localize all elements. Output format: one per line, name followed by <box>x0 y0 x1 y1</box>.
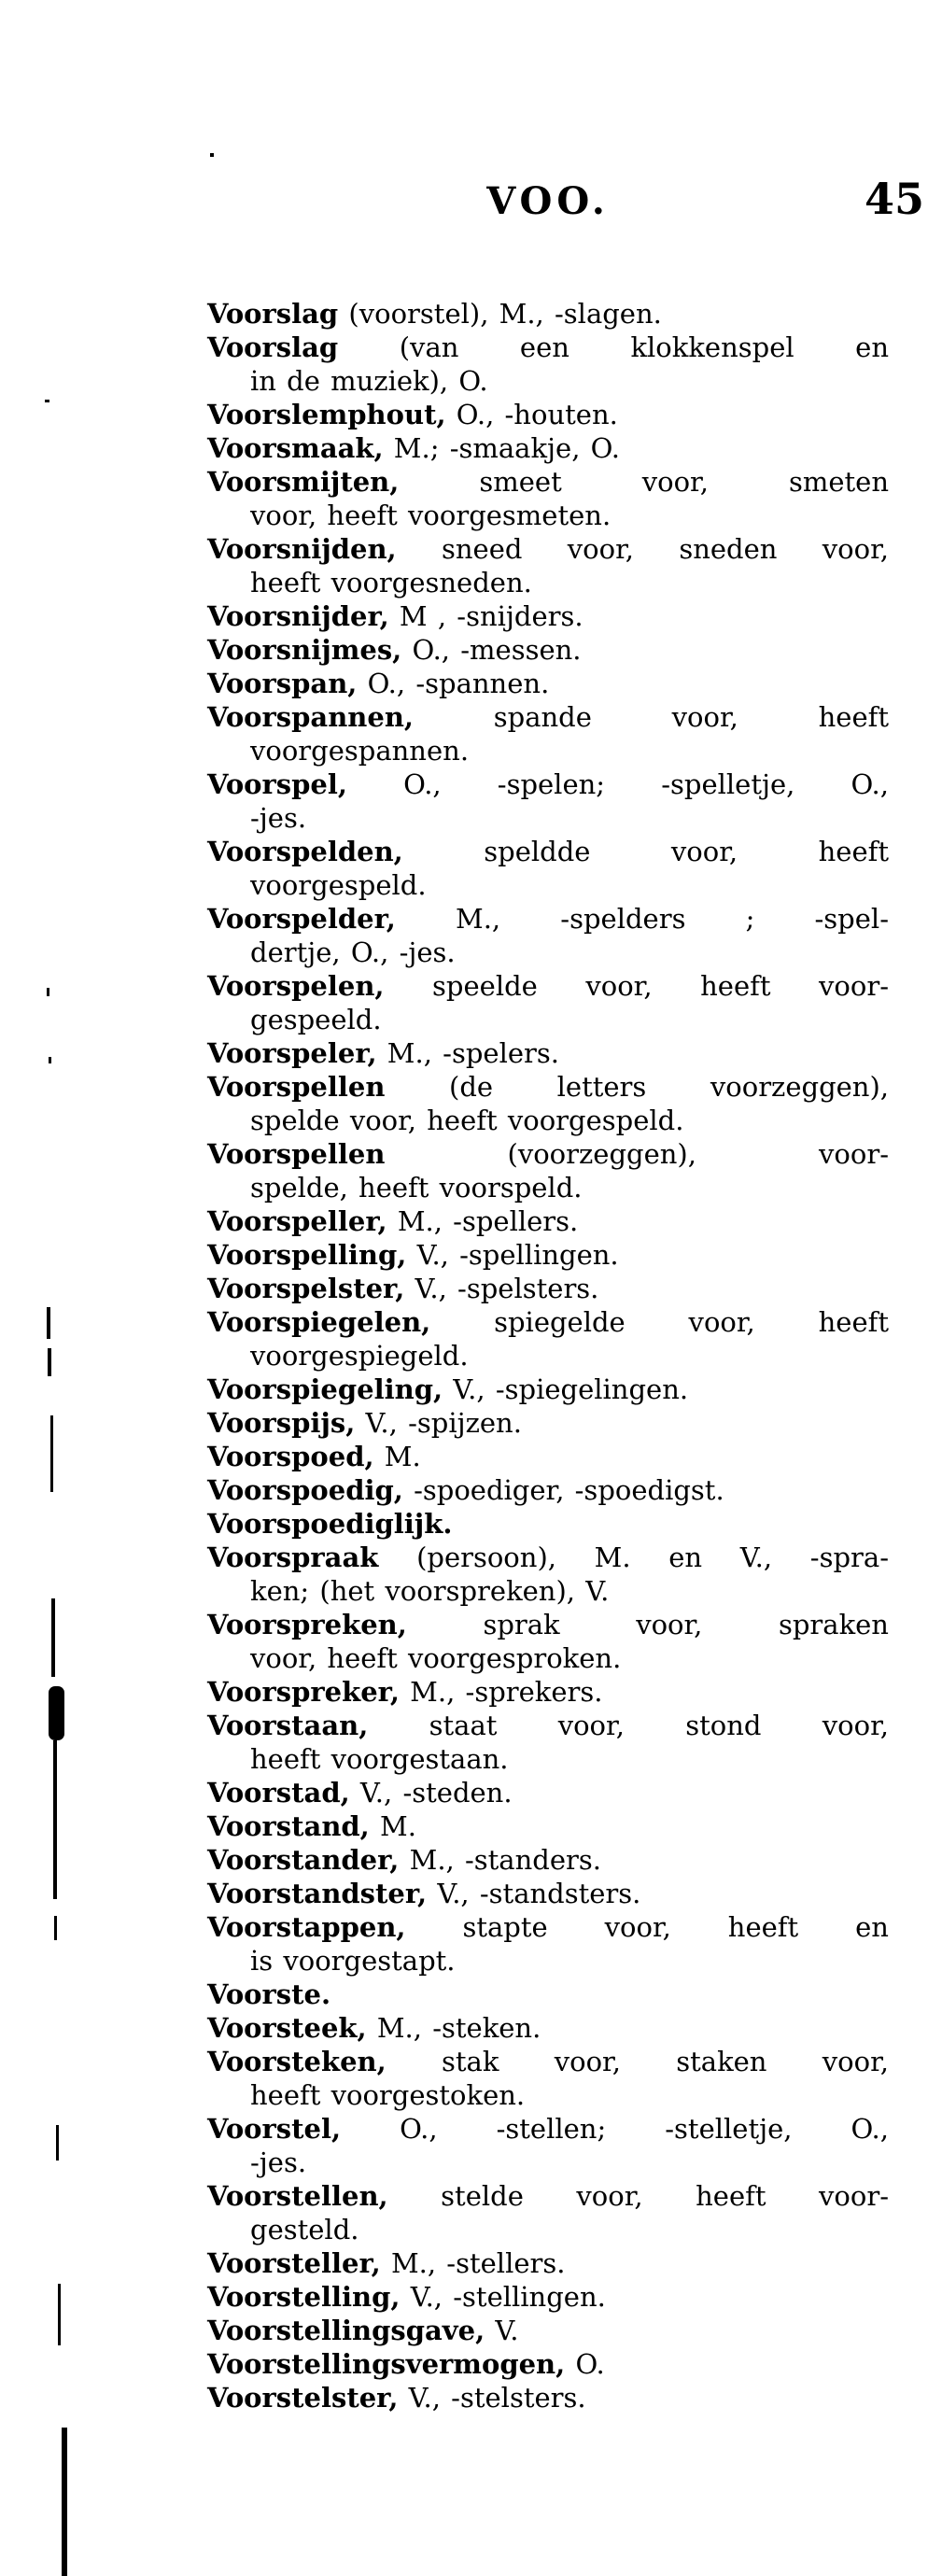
dictionary-entry <box>207 2112 889 2179</box>
entry-line: Voorspraak (persoon), M. en V., -spra- <box>207 1541 889 1573</box>
dictionary-entry <box>207 2179 889 2246</box>
scan-artifact <box>62 2428 67 2576</box>
entry-headword: Voorsnijden, <box>207 533 397 565</box>
dictionary-entry <box>207 2347 889 2381</box>
entry-headword: Voorspeler, <box>207 1037 377 1069</box>
entry-headword: Voorspannen, <box>207 701 414 733</box>
dictionary-entry <box>207 1541 889 1608</box>
entry-line: voor, heeft voorgesproken. <box>250 1642 622 1674</box>
entry-line: Voorstelster, V., -stelsters. <box>207 2382 586 2414</box>
entry-headword: Voorstellen, <box>207 2180 388 2212</box>
section-heading: VOO. <box>486 179 610 223</box>
dictionary-entry <box>207 1877 889 1910</box>
entry-headword: Voorspan, <box>207 668 358 699</box>
entry-headword: Voorste. <box>207 1978 331 2010</box>
scan-artifact <box>47 1307 50 1339</box>
page-number: 45 <box>865 174 925 224</box>
dictionary-entry <box>207 700 889 767</box>
entry-line: Voorspannen, spande voor, heeft <box>207 701 889 733</box>
entry-line: Voorspeller, M., -spellers. <box>207 1205 579 1237</box>
dictionary-entry <box>207 1776 889 1809</box>
dictionary-entry <box>207 1608 889 1675</box>
dictionary-entry <box>207 1372 889 1406</box>
dictionary-entry <box>207 1305 889 1372</box>
entry-headword: Voorspoedig, <box>207 1474 403 1506</box>
dictionary-entry <box>207 398 889 431</box>
dictionary-entry <box>207 2246 889 2280</box>
dictionary-entry <box>207 1978 889 2011</box>
entry-line: Voorsteek, M., -steken. <box>207 2012 541 2044</box>
entry-headword: Voorstad, <box>207 1777 350 1809</box>
entry-line: voorgespannen. <box>250 735 470 767</box>
entry-headword: Voorstelling, <box>207 2281 401 2313</box>
entry-line: Voorspeler, M., -spelers. <box>207 1037 559 1069</box>
entry-line: Voorstaan, staat voor, stond voor, <box>207 1710 889 1741</box>
entry-line: Voorstand, M. <box>207 1810 416 1842</box>
dictionary-entry <box>207 2381 889 2414</box>
entry-line: Voorstandster, V., -standsters. <box>207 1878 641 1909</box>
dictionary-entry <box>207 599 889 633</box>
entry-line: Voorstel, O., -stellen; -stelletje, O., <box>207 2113 889 2145</box>
entry-line: Voorspelden, speldde voor, heeft <box>207 836 889 867</box>
entry-line: Voorslemphout, O., -houten. <box>207 399 618 430</box>
dictionary-entry <box>207 431 889 465</box>
dictionary-entry <box>207 1843 889 1877</box>
entry-headword: Voorspijs, <box>207 1407 356 1439</box>
entry-headword: Voorstellingsvermogen, <box>207 2348 566 2380</box>
entry-line: Voorspiegelen, spiegelde voor, heeft <box>207 1306 889 1338</box>
entry-line: in de muziek), O. <box>250 365 488 397</box>
dictionary-entry <box>207 1137 889 1204</box>
entry-line: Voorspoedig, -spoediger, -spoedigst. <box>207 1474 724 1506</box>
dictionary-entry <box>207 767 889 835</box>
scan-artifact <box>47 988 49 996</box>
dictionary-entry <box>207 1910 889 1978</box>
entry-line: Voorspoed, M. <box>207 1441 421 1472</box>
entry-line: Voorspelder, M., -spelders ; -spel- <box>207 903 889 935</box>
entry-line: Voorstander, M., -standers. <box>207 1844 601 1876</box>
entry-line: Voorsmijten, smeet voor, smeten <box>207 466 889 498</box>
entry-line: Voorspijs, V., -spijzen. <box>207 1407 522 1439</box>
entry-headword: Voorsnijder, <box>207 600 389 632</box>
dictionary-entry <box>207 532 889 599</box>
entry-headword: Voorstandster, <box>207 1878 428 1909</box>
entry-headword: Voorspraak <box>207 1541 379 1573</box>
dictionary-entry <box>207 1036 889 1070</box>
dictionary-entry <box>207 969 889 1036</box>
scan-artifact <box>53 1740 57 1899</box>
entry-headword: Voorslag <box>207 298 339 330</box>
entry-headword: Voorspreken, <box>207 1609 407 1640</box>
entry-line: voor, heeft voorgesmeten. <box>250 500 612 531</box>
entry-line: heeft voorgesneden. <box>250 567 532 598</box>
entry-line: Voorspreken, sprak voor, spraken <box>207 1609 889 1640</box>
entry-headword: Voorstaan, <box>207 1710 369 1741</box>
entry-line: Voorstellingsvermogen, O. <box>207 2348 605 2380</box>
dictionary-entry <box>207 2011 889 2045</box>
scan-artifact <box>48 1348 51 1376</box>
entry-headword: Voorsmaak, <box>207 432 384 464</box>
entry-headword: Voorsteller, <box>207 2247 381 2279</box>
dictionary-entry <box>207 2280 889 2314</box>
dictionary-entry <box>207 1238 889 1272</box>
entry-headword: Voorspiegelen, <box>207 1306 431 1338</box>
dictionary-entry <box>207 1070 889 1137</box>
entries-list <box>207 297 889 2414</box>
entry-line: Voorspel, O., -spelen; -spelletje, O., <box>207 768 889 800</box>
dictionary-entry <box>207 1709 889 1776</box>
entry-line: Voorstelling, V., -stellingen. <box>207 2281 606 2313</box>
scan-artifact <box>56 2125 59 2161</box>
entry-headword: Voorstellingsgave, <box>207 2315 485 2346</box>
entry-headword: Voorspelling, <box>207 1239 407 1271</box>
entry-headword: Voorspeller, <box>207 1205 387 1237</box>
entry-headword: Voorslemphout, <box>207 399 446 430</box>
dictionary-entry <box>207 667 889 700</box>
scan-artifact <box>210 153 214 157</box>
entry-line: Voorspiegeling, V., -spiegelingen. <box>207 1373 689 1405</box>
entry-line: Voorsnijder, M , -snijders. <box>207 600 583 632</box>
entry-line <box>207 1507 889 1541</box>
scan-artifact <box>45 400 49 402</box>
dictionary-entry <box>207 835 889 902</box>
entry-line: Voorstad, V., -steden. <box>207 1777 513 1809</box>
entry-line: Voorsnijmes, O., -messen. <box>207 634 582 666</box>
scan-artifact <box>50 1415 53 1492</box>
dictionary-entry <box>207 902 889 969</box>
entry-line: heeft voorgestoken. <box>250 2079 526 2111</box>
scan-artifact <box>58 2284 61 2345</box>
dictionary-entry <box>207 1440 889 1473</box>
scan-artifact <box>49 1686 64 1740</box>
entry-headword: Voorspelden, <box>207 836 403 867</box>
entry-headword: Voorstand, <box>207 1810 370 1842</box>
entry-line: Voorsteken, stak voor, staken voor, <box>207 2046 889 2077</box>
entry-headword: Voorslag <box>207 331 339 363</box>
entry-line: gespeeld. <box>250 1004 382 1035</box>
entry-headword: Voorsnijmes, <box>207 634 402 666</box>
dictionary-entry <box>207 1809 889 1843</box>
entry-line: Voorspreker, M., -sprekers. <box>207 1676 603 1708</box>
scan-artifact <box>49 1057 51 1063</box>
entry-line: voorgespiegeld. <box>250 1340 469 1372</box>
entry-line: Voorsnijden, sneed voor, sneden voor, <box>207 533 889 565</box>
entry-line: spelde, heeft voorspeld. <box>250 1172 583 1204</box>
entry-line: spelde voor, heeft voorgespeld. <box>250 1105 684 1136</box>
entry-headword: Voorstander, <box>207 1844 400 1876</box>
entry-line: ken; (het voorspreken), V. <box>250 1575 610 1607</box>
dictionary-entry <box>207 1473 889 1507</box>
entry-line: Voorslag (van een klokkenspel en <box>207 331 889 363</box>
dictionary-entry <box>207 465 889 532</box>
entry-headword: Voorsteek, <box>207 2012 367 2044</box>
entry-line: Voorspan, O., -spannen. <box>207 668 550 699</box>
entry-headword: Voorspiegeling, <box>207 1373 443 1405</box>
entry-headword: Voorstelster, <box>207 2382 399 2414</box>
dictionary-entry <box>207 297 889 331</box>
entry-headword: Voorspellen <box>207 1138 386 1170</box>
entry-line: voorgespeld. <box>250 869 427 901</box>
entry-line: Voorspelling, V., -spellingen. <box>207 1239 619 1271</box>
entry-headword: Voorspoed, <box>207 1441 374 1472</box>
dictionary-entry <box>207 633 889 667</box>
entry-headword: Voorspelster, <box>207 1273 405 1304</box>
entry-line: Voorspellen (voorzeggen), voor- <box>207 1138 889 1170</box>
entry-headword: Voorspelder, <box>207 903 396 935</box>
entry-headword: Voorstappen, <box>207 1911 406 1943</box>
dictionary-entry <box>207 2314 889 2347</box>
dictionary-entry <box>207 2045 889 2112</box>
entry-headword: Voorsmijten, <box>207 466 400 498</box>
entry-line: dertje, O., -jes. <box>250 936 456 968</box>
entry-line: Voorslag (voorstel), M., -slagen. <box>207 298 662 330</box>
entry-line: Voorstellingsgave, V. <box>207 2315 519 2346</box>
entry-headword: Voorspoediglijk. <box>207 1508 453 1540</box>
entry-line: Voorstappen, stapte voor, heeft en <box>207 1911 889 1943</box>
scan-artifact <box>51 1598 55 1677</box>
entry-headword: Voorspelen, <box>207 970 385 1002</box>
dictionary-entry <box>207 1507 889 1541</box>
entry-line <box>207 1978 889 2011</box>
dictionary-entry <box>207 1675 889 1709</box>
dictionary-entry <box>207 1406 889 1440</box>
entry-line: -jes. <box>250 802 307 834</box>
entry-line: gesteld. <box>250 2214 359 2245</box>
entry-headword: Voorspellen <box>207 1071 386 1103</box>
entry-line: Voorspelster, V., -spelsters. <box>207 1273 599 1304</box>
entry-headword: Voorspel, <box>207 768 347 800</box>
dictionary-entry <box>207 1204 889 1238</box>
entry-headword: Voorspreker, <box>207 1676 400 1708</box>
entry-headword: Voorstel, <box>207 2113 342 2145</box>
entry-headword: Voorsteken, <box>207 2046 387 2077</box>
entry-line: Voorspelen, speelde voor, heeft voor- <box>207 970 889 1002</box>
entry-line: is voorgestapt. <box>250 1945 456 1977</box>
entry-line: Voorstellen, stelde voor, heeft voor- <box>207 2180 889 2212</box>
scan-artifact <box>54 1916 57 1940</box>
entry-line: -jes. <box>250 2147 307 2178</box>
entry-line: Voorspellen (de letters voorzeggen), <box>207 1071 889 1103</box>
entry-line: heeft voorgestaan. <box>250 1743 509 1775</box>
dictionary-entry <box>207 331 889 398</box>
entry-line: Voorsmaak, M.; -smaakje, O. <box>207 432 620 464</box>
entry-line: Voorsteller, M., -stellers. <box>207 2247 566 2279</box>
dictionary-entry <box>207 1272 889 1305</box>
